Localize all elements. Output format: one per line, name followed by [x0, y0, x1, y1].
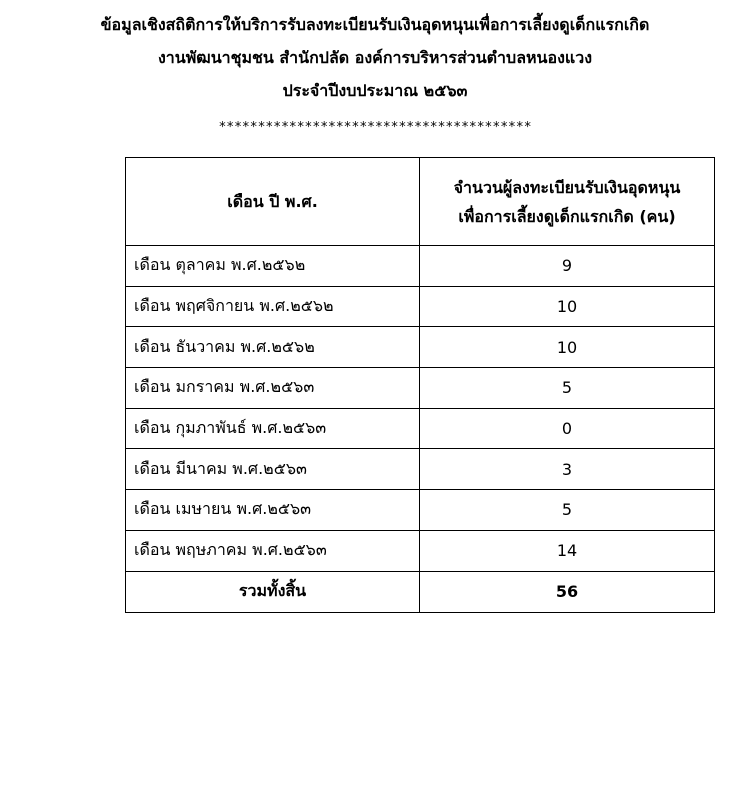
- table-row: [126, 286, 715, 327]
- table-row: [126, 408, 715, 449]
- title-line-3: ประจำปีงบประมาณ ๒๕๖๓: [282, 81, 468, 100]
- count-cell: 9: [420, 246, 715, 287]
- table-row: [126, 449, 715, 490]
- month-cell: เดือน พฤศจิกายน พ.ศ.๒๕๖๒: [126, 286, 420, 327]
- title-line-2: งานพัฒนาชุมชน สำนักปลัด องค์การบริหารส่วนตำบลหนองแวง: [157, 48, 593, 67]
- table-row: [126, 490, 715, 531]
- statistics-table: [125, 157, 715, 613]
- month-cell: เดือน มีนาคม พ.ศ.๒๕๖๓: [126, 449, 420, 490]
- document-title: [0, 8, 750, 107]
- total-label: รวมทั้งสิ้น: [126, 571, 420, 612]
- month-cell: เดือน พฤษภาคม พ.ศ.๒๕๖๓: [126, 530, 420, 571]
- total-row: [126, 571, 715, 612]
- count-cell: 0: [420, 408, 715, 449]
- month-cell: เดือน ตุลาคม พ.ศ.๒๕๖๒: [126, 246, 420, 287]
- month-cell: เดือน ธันวาคม พ.ศ.๒๕๖๒: [126, 327, 420, 368]
- total-value: 56: [420, 571, 715, 612]
- title-line-1: ข้อมูลเชิงสถิติการให้บริการรับลงทะเบียนรับเงินอุดหนุนเพื่อการเลี้ยงดูเด็กแรกเกิด: [100, 15, 650, 34]
- count-cell: 3: [420, 449, 715, 490]
- month-cell: เดือน มกราคม พ.ศ.๒๕๖๓: [126, 368, 420, 409]
- count-cell: 10: [420, 286, 715, 327]
- count-cell: 5: [420, 490, 715, 531]
- month-cell: เดือน เมษายน พ.ศ.๒๕๖๓: [126, 490, 420, 531]
- header-count: [420, 158, 715, 246]
- month-cell: เดือน กุมภาพันธ์ พ.ศ.๒๕๖๓: [126, 408, 420, 449]
- table-row: [126, 327, 715, 368]
- table-header-row: [126, 158, 715, 246]
- header-count-line-2: เพื่อการเลี้ยงดูเด็กแรกเกิด (คน): [458, 206, 676, 226]
- separator: ****************************************: [218, 120, 532, 135]
- header-month: เดือน ปี พ.ศ.: [126, 158, 420, 246]
- table-row: [126, 246, 715, 287]
- count-cell: 10: [420, 327, 715, 368]
- table-row: [126, 530, 715, 571]
- count-cell: 5: [420, 368, 715, 409]
- table-row: [126, 368, 715, 409]
- count-cell: 14: [420, 530, 715, 571]
- header-count-line-1: จำนวนผู้ลงทะเบียนรับเงินอุดหนุน: [453, 177, 681, 197]
